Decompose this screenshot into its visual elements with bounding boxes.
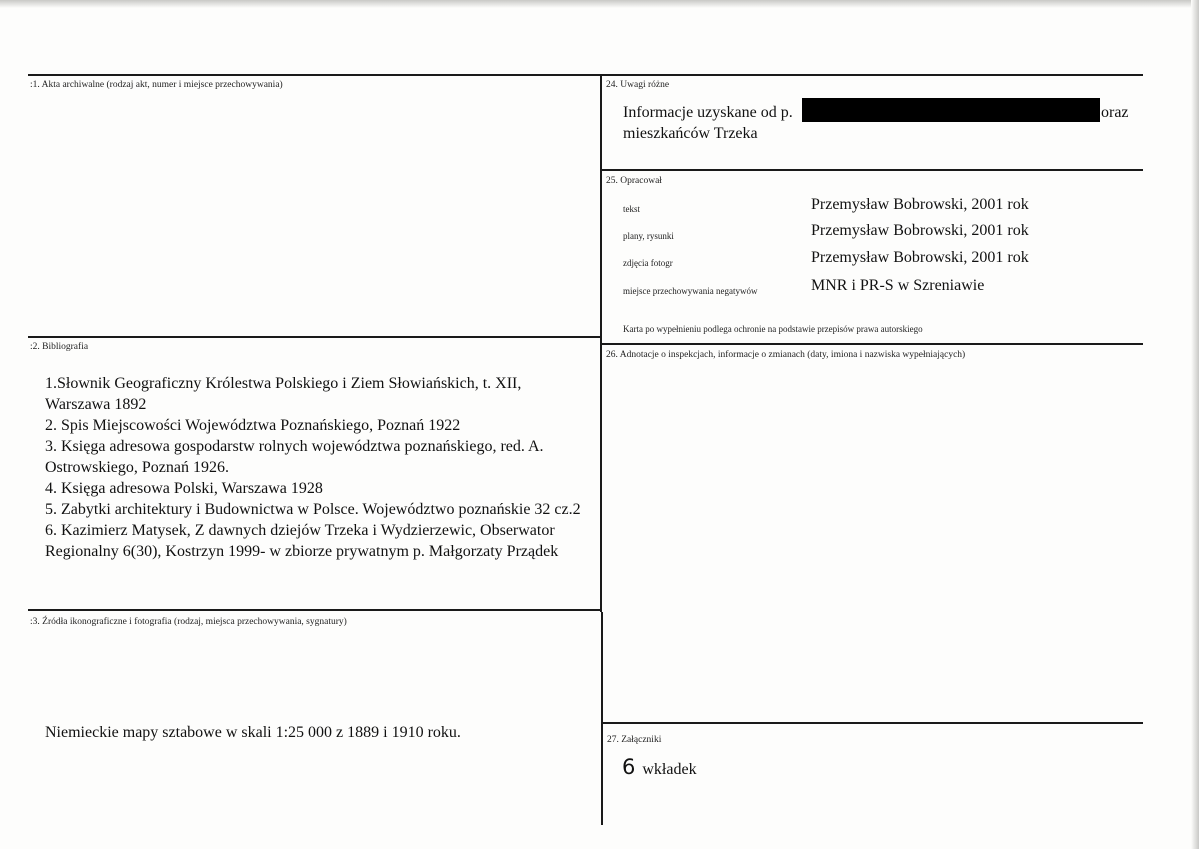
prepared-row-label: miejsce przechowywania negatywów bbox=[623, 286, 758, 296]
scan-edge-right bbox=[1191, 0, 1199, 849]
bibliography-item: 2. Spis Miejscowości Województwa Poznańskiego, Poznań 1922 bbox=[45, 417, 461, 434]
prepared-row-label: tekst bbox=[623, 204, 640, 214]
top-rule bbox=[28, 74, 1143, 76]
attachments-value bbox=[622, 755, 697, 779]
section-26-label: 26. Adnotacje o inspekcjach, informacje o zmianach (daty, imiona i nazwiska wypełniających) bbox=[606, 350, 966, 360]
rule-26-27 bbox=[602, 722, 1143, 724]
copyright-note: Karta po wypełnieniu podlega ochronie na podstawie przepisów prawa autorskiego bbox=[623, 324, 923, 334]
bibliography-item: 5. Zabytki architektury i Budownictwa w Polsce. Województwo poznańskie 32 cz.2 bbox=[45, 501, 581, 518]
rule-21-22 bbox=[28, 336, 601, 338]
prepared-row-value: MNR i PR-S w Szreniawie bbox=[811, 277, 985, 294]
bibliography-list bbox=[45, 373, 590, 562]
bibliography-item: 6. Kazimierz Matysek, Z dawnych dziejów Trzeka i Wydzierzewic, Obserwator Regionalny 6(30), Kostrzyn 1999- w zbiorze prywatnym p. Małgorzaty Prządek bbox=[45, 522, 559, 560]
iconography-text: Niemieckie mapy sztabowe w skali 1:25 000 z 1889 i 1910 roku. bbox=[45, 724, 461, 741]
center-divider-lower bbox=[601, 612, 603, 825]
bibliography-item: 3. Księga adresowa gospodarstw rolnych województwa poznańskiego, red. A. Ostrowskiego, Poznań 1926. bbox=[45, 438, 544, 476]
bibliography-item: 1.Słownik Geograficzny Królestwa Polskiego i Ziem Słowiańskich, t. XII, Warszawa 1892 bbox=[45, 375, 522, 413]
prepared-row-value: Przemysław Bobrowski, 2001 rok bbox=[811, 249, 1029, 266]
section-24-label: 24. Uwagi różne bbox=[606, 80, 670, 90]
attachments-count: 6 bbox=[622, 755, 636, 779]
remarks-text-after: oraz bbox=[1101, 104, 1129, 121]
attachments-text: wkładek bbox=[642, 761, 697, 778]
section-27-label: 27. Załączniki bbox=[607, 735, 662, 745]
redaction-bar bbox=[802, 98, 1100, 122]
section-23-label: :3. Źródła ikonograficzne i fotografia (rodzaj, miejsca przechowywania, sygnatury) bbox=[30, 617, 347, 627]
rule-24-25 bbox=[601, 169, 1143, 171]
prepared-row-value: Przemysław Bobrowski, 2001 rok bbox=[811, 222, 1029, 239]
scan-edge-top bbox=[0, 0, 1199, 8]
prepared-row-label: zdjęcia fotogr bbox=[623, 258, 673, 268]
section-21-label: :1. Akta archiwalne (rodzaj akt, numer i miejsce przechowywania) bbox=[30, 80, 283, 90]
remarks-text-line2: mieszkańców Trzeka bbox=[623, 125, 758, 142]
prepared-row-value: Przemysław Bobrowski, 2001 rok bbox=[811, 196, 1029, 213]
section-22-label: :2. Bibliografia bbox=[30, 342, 89, 352]
section-25-label: 25. Opracował bbox=[606, 176, 662, 186]
prepared-row-label: plany, rysunki bbox=[623, 231, 674, 241]
bibliography-item: 4. Księga adresowa Polski, Warszawa 1928 bbox=[45, 480, 323, 497]
remarks-text-before: Informacje uzyskane od p. bbox=[623, 104, 793, 121]
rule-25-26 bbox=[601, 343, 1143, 345]
rule-22-23 bbox=[28, 609, 601, 611]
